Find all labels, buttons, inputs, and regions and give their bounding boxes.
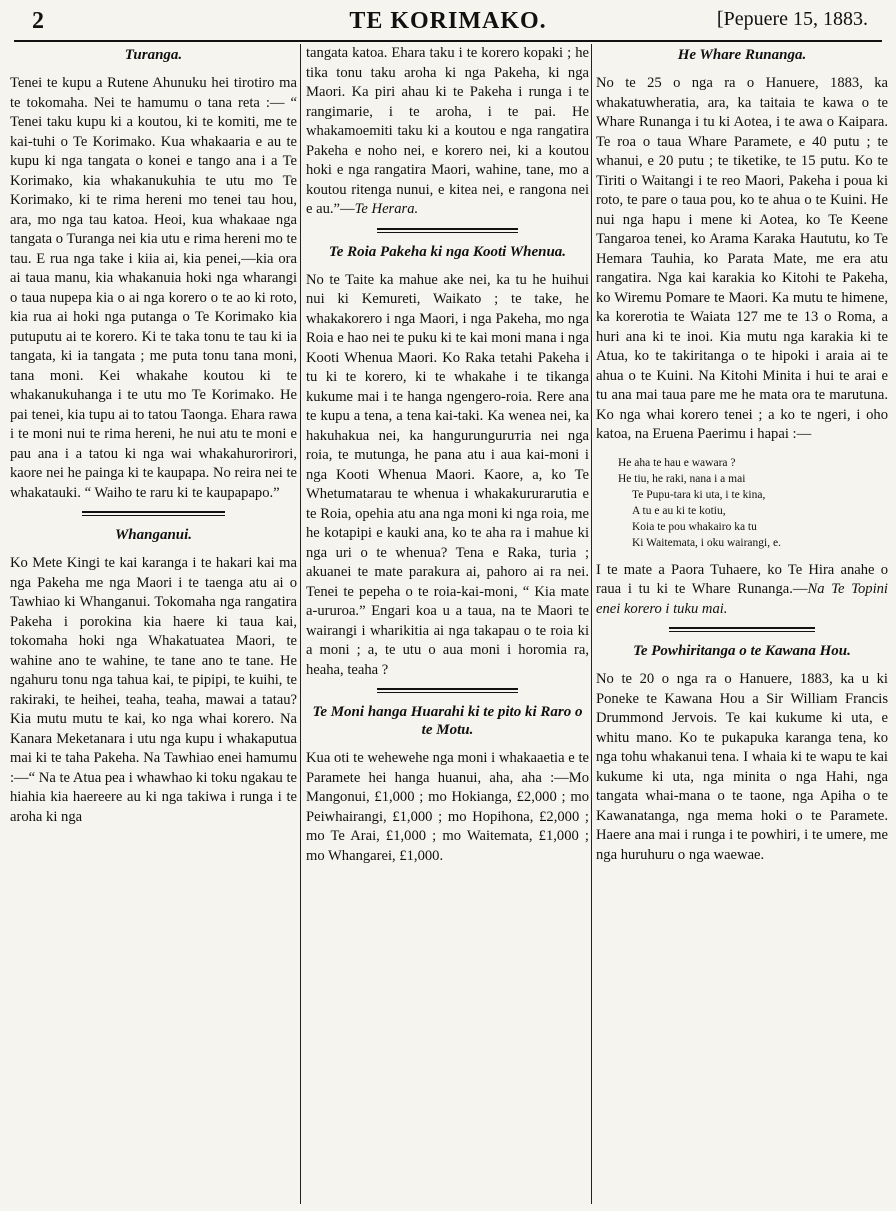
article-body-whare: No te 25 o nga ra o Hanuere, 1883, ka whakatuwheratia, ara, ka taitaia te kawa o te Whare Runanga i tu ki Aotea, i te awa o Kaipara. Te roa o taua Whare Paramete, e 40 putu ; te whanui, e 20 putu ; te tiketike, te 15 putu. Ko te Tiriti o Waitangi i te reo Maori, Pakeha i poua ki roto, te pare o taua pou, ko te ahua o te Kuini. He nui nga hapu i mene ki Aotea, ko Te Keene Tangaroa tenei, ko Arama Karaka Haututu, ko Te Hemara Tauhia, ko Parata Mate, me era atu rangatira. Nga kai karakia ko Kitohi te Pakeha, ko Wiremu Pomare te Maori. Ka mutu te himene, ka korerotia te Waiata 127 me te 13 o Roma, a huri ana ki te inoi. Kia mutu nga karakia ki te Atua, ko te takiritanga o te hipoki i araia ai te ahua o te Kuini. Na Kitohi Minita i hui te arai e tu ana mai taua pare me he mata ora te marutuna. Ko nga whai korero tenei ; a ko te ngeri, i oho katoa, na Eruena Paerimu i hapai :— (596, 75, 888, 442)
section-separator (82, 511, 226, 516)
article-body-moni: Kua oti te wehewehe nga moni i whakaaetia e te Paramete hei hanga huanui, aha, aha :—Mo Mangonui, £1,000 ; mo Hokianga, £2,000 ; mo Peiwhairangi, £1,000 ; mo Hopihona, £2,000 ; mo Te Arai, £1,000 ; mo Waitemata, £1,000 ; mo Whangarei, £1,000. (306, 750, 589, 864)
page-number: 2 (32, 8, 44, 34)
column-rule (591, 44, 592, 1204)
article-body-whanganui: Ko Mete Kingi te kai karanga i te hakari kai ma nga Pakeha me nga Maori i te taenga atu ai o Tawhiao ki Whanganui. Tokomaha nga rangatira Pakeha i porokina kia haere ki taua kai, tokomaha hoki nga Whakatuatea Maori, te wahine ano te wahine, te tane ano te tane. He ngahuru tonu nga tahua kai, te pipipi, te kuihi, te rakiraki, te heihei, teaha, teaha, mawai a tatau? Kia mutu mutu te kai, ko nga whai korero. Na Kanara Meketanara i utu nga kupu i whakaputua mai ki te taha Pakeha. Na Tawhiao enei hamumu :—“ Na te Atua pea i whawhao ki toku ngakau te hiahia kia haereere au ki nga takiwa i runga i te aroha ki nga (10, 555, 297, 825)
column-2 (306, 44, 589, 1204)
poem-line: He aha te hau e wawara ? (618, 456, 736, 469)
page-header (14, 6, 882, 42)
poem-line: Ki Waitemata, i oku wairangi, e. (632, 536, 781, 549)
signature: Te Herara. (354, 201, 419, 217)
issue-date: [Pepuere 15, 1883. (716, 8, 868, 30)
column-1 (10, 44, 297, 1204)
article-body-whare-end: I te mate a Paora Tuhaere, ko Te Hira anahe o raua i tu ki te Whare Runanga.—Na Te Topini enei korero i tuku mai. (596, 561, 888, 617)
column-rule (300, 44, 301, 1204)
poem-line: He tiu, he raki, nana i a mai (618, 472, 746, 485)
article-title-moni: Te Moni hanga Huarahi ki te pito ki Raro o te Motu. (312, 704, 583, 738)
article-title-turanga: Turanga. (124, 47, 183, 63)
article-body-powhiri: No te 20 o nga ra o Hanuere, 1883, ka u ki Poneke te Kawana Hou a Sir William Francis Drummond Jervois. Te kai kukume ki uta, e whitu mano. Ko te pukapuka karanga tena, ko nga tohu whakanui tena. I whaia ki te wapu te kai kukume ki uta, nga minita o nga Hahi, nga tangata whai-mana o te taone, nga Apiha o te Kawanatanga, nga mema hoki o te Paramete. Haere ana mai i runga i te powhiri, i te umere, me nga huruhuru o nga waewae. (596, 671, 888, 863)
section-separator (669, 627, 815, 632)
section-separator (377, 688, 519, 693)
article-title-whanganui: Whanganui. (114, 527, 193, 543)
poem (618, 455, 888, 551)
poem-line: A tu e au ki te kotiu, (632, 504, 726, 517)
article-title-powhiri: Te Powhiritanga o te Kawana Hou. (633, 643, 851, 659)
article-title-whare: He Whare Runanga. (677, 47, 807, 63)
section-separator (377, 228, 519, 233)
newspaper-title: TE KORIMAKO. (349, 8, 547, 34)
poem-line: Te Pupu-tara ki uta, i te kina, (632, 488, 766, 501)
poem-line: Koia te pou whakairo ka tu (632, 520, 757, 533)
column-3 (596, 44, 888, 1204)
article-body-turanga: Tenei te kupu a Rutene Ahunuku hei tirotiro ma te tokomaha. Nei te hamumu o tana reta :— “ Tenei taku kupu ki a koutou, ki te komiti, me te kai-tuhi o Te Korimako. Kua whakaaria e au te kupu ki nga tangata o konei e tango ana i a Te Korimako, kia whakanukuhia te utu mo Te Korimako, ki te rima hereni mo tenei tau hou, ara, mo nga tau katoa. Heoi, kua whakaae nga tangata o Turanga nei kia utu e rima hereni mo te tau. E rua nga take i kiia ai, kia penei,—kia ora ai taua manu, kia whakanuia hoki nga wharangi o taua nupepa kia o ai nga korero o te ao ki roto, kia rua ai hoki nga putanga o Te Korimako kia putuputu ai te korero. Ki te taka tonu te tau ki ia tangata, ki ia tangata ; me puta tonu tana moni, tana moni. Kei whakahe koutou ki te whakanukuhanga i te utu mo Te Korimako. He pai tenei, kia tupu ai to tatou Taonga. Ehara rawa i te moni nui te rima hereni, he nui atu te moni e pau ana i a tatou ki nga wai whakahurorirori, kaore nei he painga ki te kaupapa. No reira nei te whakatauki. “ Waiho te raru ki te kaupapapo.” (10, 75, 297, 501)
article-body-whanganui-cont: tangata katoa. Ehara taku i te korero kopaki ; he tika tonu taku aroha ki nga Pakeha, ki nga Maori. Ka piri ahau ki te Pakeha i runga i te rangimarie, i te aroha, i te pai. He whakamoemiti taku ki a koutou e nga rangatira Pakeha e noho nei, e korero nei, ki a koutou hoki e nga rangatira Maori, wahine, tane, mo a koutou ritenga nunui, e kitea nei, e rangona nei e au.”—Te Herara. (306, 45, 589, 217)
article-title-roia: Te Roia Pakeha ki nga Kooti Whenua. (328, 243, 567, 260)
article-body-roia: No te Taite ka mahue ake nei, ka tu he huihui nui ki Kemureti, Waikato ; te take, he whakakorero i nga Maori, i nga Pakeha, mo nga Roia e hao nei te puku ki te kai moni mana i nga Kooti Whenua Maori. Ko Raka tetahi Pakeha i tu ki te korero, ki te whakahe i te tikanga kukume mai i te hanga ngengero-roia. Rere ana te kupu a tena, a tena kai-taki. Ka wenea nei, ka hakuhakua nei, ka hangurunguruтia nei nga roia, te mutunga, he pana atu i aua kai-moni i nga Kooti Whenua Maori. Kaore, a, ko Te Whetumatarau te whenua i whakakururarutia e te Roia, opehia atu ana nga moni ki nga roia, me he kotapipi e kauki ana, ko te aha ra i mahue ki nga uri o te whenua? Tena e Raka, turia ; akuanei te mate parakura ai, pahoro ai ra nei. Tenei te pepeha o te roia-kai-moni, “ Kia mate a-ururoa.” Engari koa u a taua, na te Maori te wairangi i wharikitia ai nga takapau o te roia ki a moni ; a, te utu o aua moni i horomia ra, heaha, teaha ? (306, 271, 589, 678)
signature: Na Te Topini enei korero i tuku mai. (596, 581, 888, 617)
